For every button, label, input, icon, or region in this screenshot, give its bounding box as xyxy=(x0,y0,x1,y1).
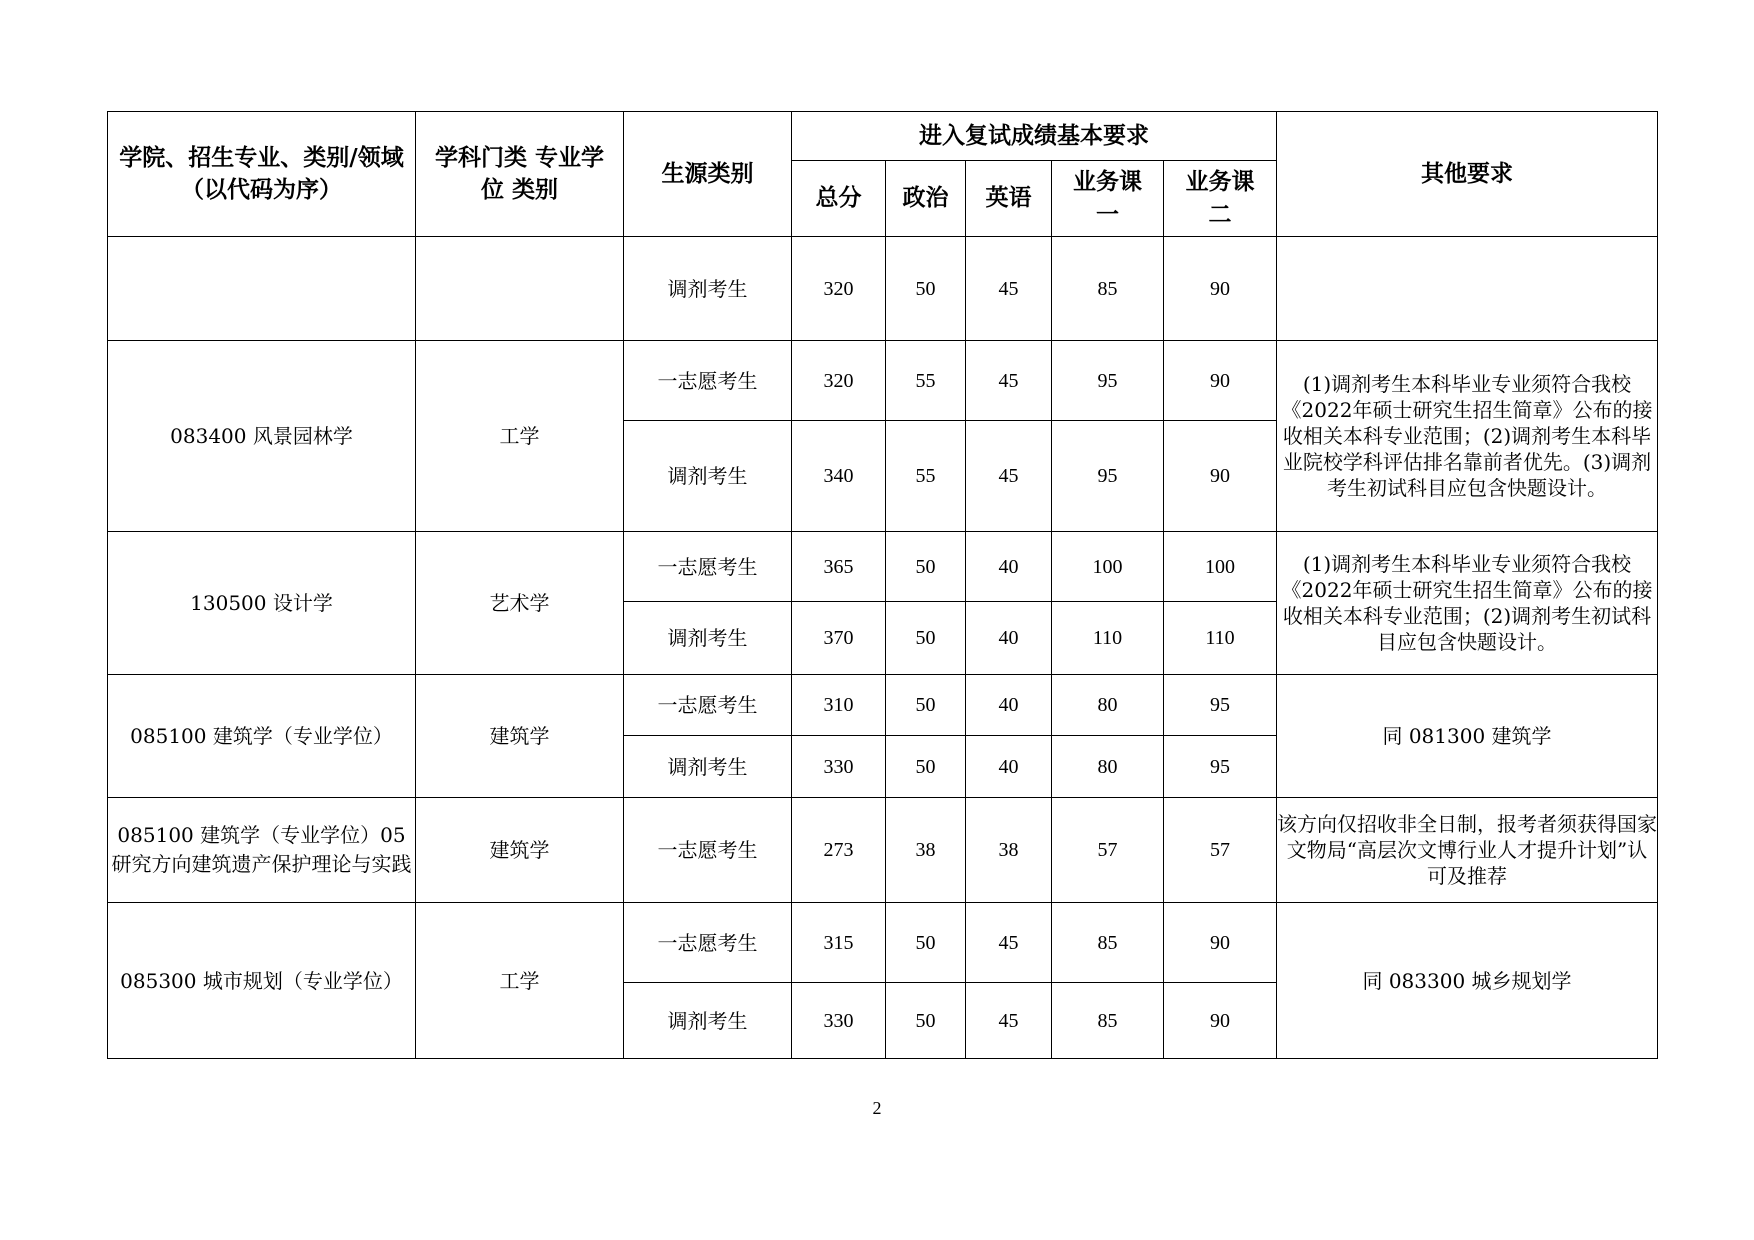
politics-score: 50 xyxy=(886,675,966,736)
course1-score: 80 xyxy=(1052,736,1164,798)
english-score: 45 xyxy=(966,903,1052,983)
course2-score: 90 xyxy=(1164,903,1277,983)
page-number: 2 xyxy=(872,1098,882,1118)
total-score: 330 xyxy=(792,983,886,1059)
course1-score: 95 xyxy=(1052,421,1164,532)
politics-score: 50 xyxy=(886,983,966,1059)
discipline-cell: 建筑学 xyxy=(416,675,624,798)
table-row xyxy=(108,341,1658,421)
source-cell: 一志愿考生 xyxy=(624,798,792,903)
course2-score: 90 xyxy=(1164,341,1277,421)
total-score: 320 xyxy=(792,237,886,341)
politics-score: 55 xyxy=(886,341,966,421)
note-cell: (1)调剂考生本科毕业专业须符合我校《2022年硕士研究生招生简章》公布的接收相关本科专业范围；(2)调剂考生初试科目应包含快题设计。 xyxy=(1277,532,1658,675)
english-score: 38 xyxy=(966,798,1052,903)
source-cell: 调剂考生 xyxy=(624,983,792,1059)
source-cell: 调剂考生 xyxy=(624,736,792,798)
course2-score: 90 xyxy=(1164,237,1277,341)
header-score-group: 进入复试成绩基本要求 xyxy=(792,112,1277,161)
note-cell: (1)调剂考生本科毕业专业须符合我校《2022年硕士研究生招生简章》公布的接收相关本科专业范围；(2)调剂考生本科毕业院校学科评估排名靠前者优先。(3)调剂考生初试科目应包含快题设计。 xyxy=(1277,341,1658,532)
politics-score: 50 xyxy=(886,532,966,602)
header-politics: 政治 xyxy=(886,161,966,237)
header-course2: 业务课二 xyxy=(1164,161,1277,237)
total-score: 340 xyxy=(792,421,886,532)
course1-score: 57 xyxy=(1052,798,1164,903)
table-row xyxy=(108,237,1658,341)
total-score: 310 xyxy=(792,675,886,736)
header-college-major: 学院、招生专业、类别/领域（以代码为序） xyxy=(108,112,416,237)
major-cell: 083400 风景园林学 xyxy=(108,341,416,532)
english-score: 45 xyxy=(966,237,1052,341)
note-cell: 同 083300 城乡规划学 xyxy=(1277,903,1658,1059)
major-cell xyxy=(108,237,416,341)
course1-score: 110 xyxy=(1052,602,1164,675)
course2-score: 90 xyxy=(1164,421,1277,532)
note-cell xyxy=(1277,237,1658,341)
politics-score: 55 xyxy=(886,421,966,532)
major-cell: 085100 建筑学（专业学位）05 研究方向建筑遗产保护理论与实践 xyxy=(108,798,416,903)
note-cell: 该方向仅招收非全日制，报考者须获得国家文物局“高层次文博行业人才提升计划”认可及推荐 xyxy=(1277,798,1658,903)
header-total: 总分 xyxy=(792,161,886,237)
discipline-cell xyxy=(416,237,624,341)
discipline-cell: 工学 xyxy=(416,903,624,1059)
table-row xyxy=(108,798,1658,903)
total-score: 315 xyxy=(792,903,886,983)
header-discipline: 学科门类 专业学位 类别 xyxy=(416,112,624,237)
major-cell: 130500 设计学 xyxy=(108,532,416,675)
header-other: 其他要求 xyxy=(1277,112,1658,237)
course2-score: 110 xyxy=(1164,602,1277,675)
course1-score: 95 xyxy=(1052,341,1164,421)
politics-score: 38 xyxy=(886,798,966,903)
politics-score: 50 xyxy=(886,602,966,675)
politics-score: 50 xyxy=(886,237,966,341)
discipline-cell: 建筑学 xyxy=(416,798,624,903)
major-cell: 085300 城市规划（专业学位） xyxy=(108,903,416,1059)
course2-score: 95 xyxy=(1164,675,1277,736)
source-cell: 一志愿考生 xyxy=(624,903,792,983)
english-score: 45 xyxy=(966,341,1052,421)
course1-score: 85 xyxy=(1052,903,1164,983)
english-score: 45 xyxy=(966,421,1052,532)
source-cell: 一志愿考生 xyxy=(624,532,792,602)
english-score: 45 xyxy=(966,983,1052,1059)
total-score: 273 xyxy=(792,798,886,903)
politics-score: 50 xyxy=(886,736,966,798)
english-score: 40 xyxy=(966,675,1052,736)
total-score: 365 xyxy=(792,532,886,602)
course1-score: 100 xyxy=(1052,532,1164,602)
table-row xyxy=(108,903,1658,983)
header-source-type: 生源类别 xyxy=(624,112,792,237)
header-course1: 业务课一 xyxy=(1052,161,1164,237)
source-cell: 调剂考生 xyxy=(624,421,792,532)
total-score: 370 xyxy=(792,602,886,675)
course2-score: 90 xyxy=(1164,983,1277,1059)
discipline-cell: 工学 xyxy=(416,341,624,532)
header-english: 英语 xyxy=(966,161,1052,237)
course1-score: 80 xyxy=(1052,675,1164,736)
table-row xyxy=(108,532,1658,602)
discipline-cell: 艺术学 xyxy=(416,532,624,675)
source-cell: 一志愿考生 xyxy=(624,675,792,736)
score-requirements-table xyxy=(107,111,1658,1059)
note-cell: 同 081300 建筑学 xyxy=(1277,675,1658,798)
course2-score: 100 xyxy=(1164,532,1277,602)
english-score: 40 xyxy=(966,602,1052,675)
course1-score: 85 xyxy=(1052,983,1164,1059)
course1-score: 85 xyxy=(1052,237,1164,341)
source-cell: 调剂考生 xyxy=(624,602,792,675)
major-cell: 085100 建筑学（专业学位） xyxy=(108,675,416,798)
english-score: 40 xyxy=(966,736,1052,798)
course2-score: 57 xyxy=(1164,798,1277,903)
source-cell: 调剂考生 xyxy=(624,237,792,341)
course2-score: 95 xyxy=(1164,736,1277,798)
politics-score: 50 xyxy=(886,903,966,983)
source-cell: 一志愿考生 xyxy=(624,341,792,421)
total-score: 320 xyxy=(792,341,886,421)
english-score: 40 xyxy=(966,532,1052,602)
total-score: 330 xyxy=(792,736,886,798)
table-row xyxy=(108,675,1658,736)
